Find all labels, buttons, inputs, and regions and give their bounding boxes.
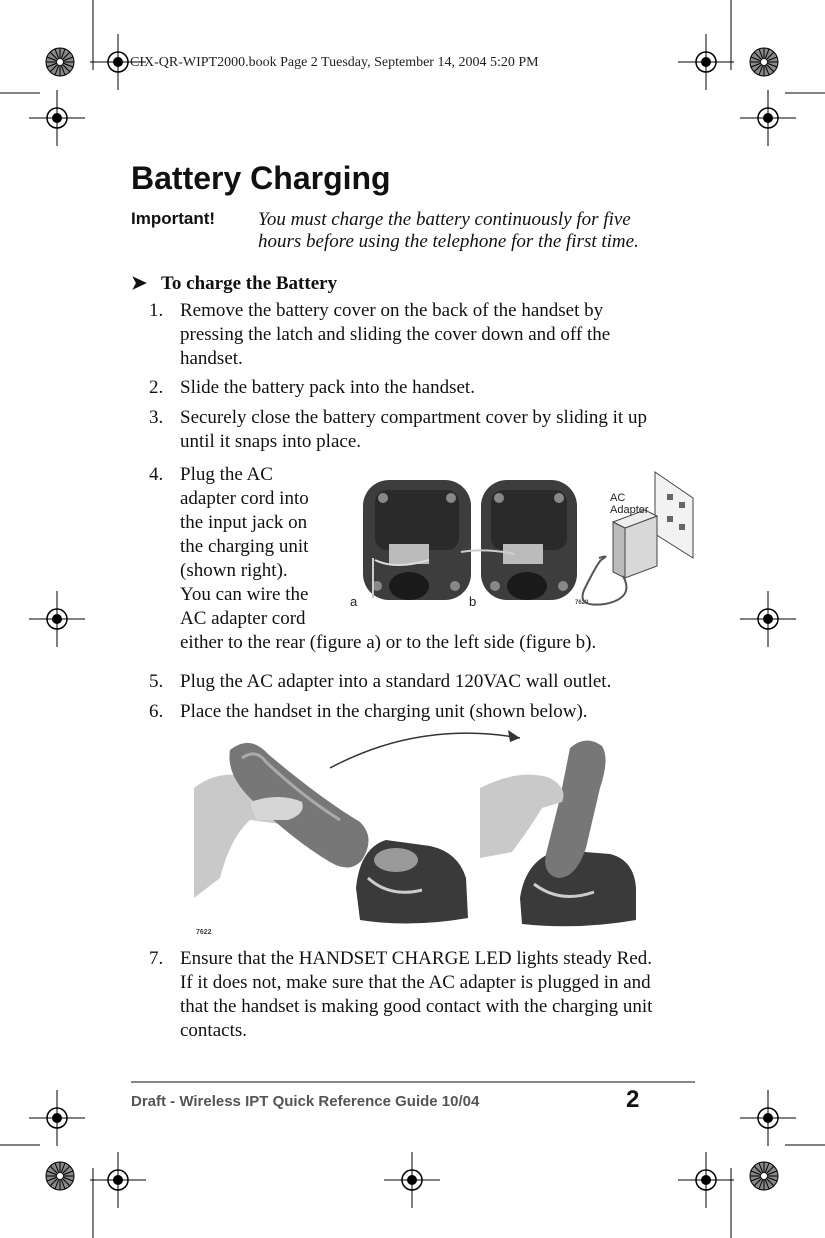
footer-divider (131, 1081, 695, 1083)
step-line: Place the handset in the charging unit (shown below). (180, 701, 588, 722)
step-line: (shown right). (180, 560, 288, 581)
page-title: Battery Charging (131, 160, 391, 196)
important-line-2: hours before using the telephone for the first time. (258, 231, 639, 252)
arrow-icon: ➤ (131, 273, 147, 294)
step-6 (149, 700, 699, 724)
procedure-heading-text: To charge the Battery (161, 273, 338, 294)
step-3 (149, 406, 709, 454)
step-text (180, 376, 475, 400)
step-line: Securely close the battery compartment cover by sliding it up (180, 407, 647, 428)
step-text (180, 406, 710, 454)
ac-adapter-label-line-2: Adapter (610, 504, 649, 516)
step-number: 7. (149, 948, 164, 969)
step-line: contacts. (180, 1020, 248, 1041)
book-file-header: CIX-QR-WIPT2000.book Page 2 Tuesday, September 14, 2004 5:20 PM (130, 55, 539, 70)
step-2 (149, 376, 699, 400)
step-7 (149, 947, 709, 1043)
step-5 (149, 670, 699, 694)
step-line: pressing the latch and sliding the cover down and off the (180, 324, 611, 345)
step-text (180, 670, 700, 694)
step-number: 5. (149, 671, 164, 692)
ac-adapter-label-line-1: AC (610, 492, 626, 504)
step-1 (149, 299, 699, 371)
figure-code: 7622 (196, 929, 212, 936)
step-line: Plug the AC (180, 464, 273, 485)
page-number: 2 (626, 1086, 640, 1113)
step-line: the input jack on (180, 512, 308, 533)
handset-placement-figure (190, 728, 640, 938)
step-line: Plug the AC adapter into a standard 120VAC wall outlet. (180, 671, 612, 692)
footer-title: Draft - Wireless IPT Quick Reference Guide 10/04 (131, 1093, 480, 1110)
figure-code: 7620 (575, 600, 589, 606)
step-number: 3. (149, 407, 164, 428)
important-label: Important! (131, 209, 216, 228)
step-number: 6. (149, 701, 164, 722)
step-line: that the handset is making good contact with the charging unit (180, 996, 653, 1017)
important-line-1: You must charge the battery continuously for five (258, 209, 631, 230)
charging-unit-rear-wiring (363, 480, 471, 600)
hand-holding-handset (194, 743, 369, 898)
step-number: 4. (149, 464, 164, 485)
step-line: Slide the battery pack into the handset. (180, 377, 475, 398)
ac-adapter-label (610, 492, 649, 516)
procedure-heading (131, 272, 337, 295)
step-line: AC adapter cord (180, 608, 306, 629)
step-number: 1. (149, 300, 164, 321)
adapter-wiring-figure (345, 468, 695, 608)
charging-base-left (356, 840, 468, 924)
step-line: You can wire the (180, 584, 309, 605)
step-line: until it snaps into place. (180, 431, 362, 452)
figure-label-b: b (469, 594, 477, 609)
charging-unit-side-wiring (461, 480, 577, 600)
step-line: adapter cord into (180, 488, 309, 509)
step-line: If it does not, make sure that the AC adapter is plugged in and (180, 972, 651, 993)
figure-label-a: a (350, 594, 358, 609)
step-text (180, 299, 610, 371)
step-text (180, 700, 700, 724)
important-note (258, 209, 698, 253)
step-line: handset. (180, 348, 243, 369)
step-number: 2. (149, 377, 164, 398)
step-line: either to the rear (figure a) or to the left side (figure b). (180, 632, 597, 653)
step-line: Ensure that the HANDSET CHARGE LED lights steady Red. (180, 948, 652, 969)
step-line: Remove the battery cover on the back of the handset by (180, 300, 604, 321)
step-text (180, 947, 710, 1043)
step-line: the charging unit (180, 536, 309, 557)
